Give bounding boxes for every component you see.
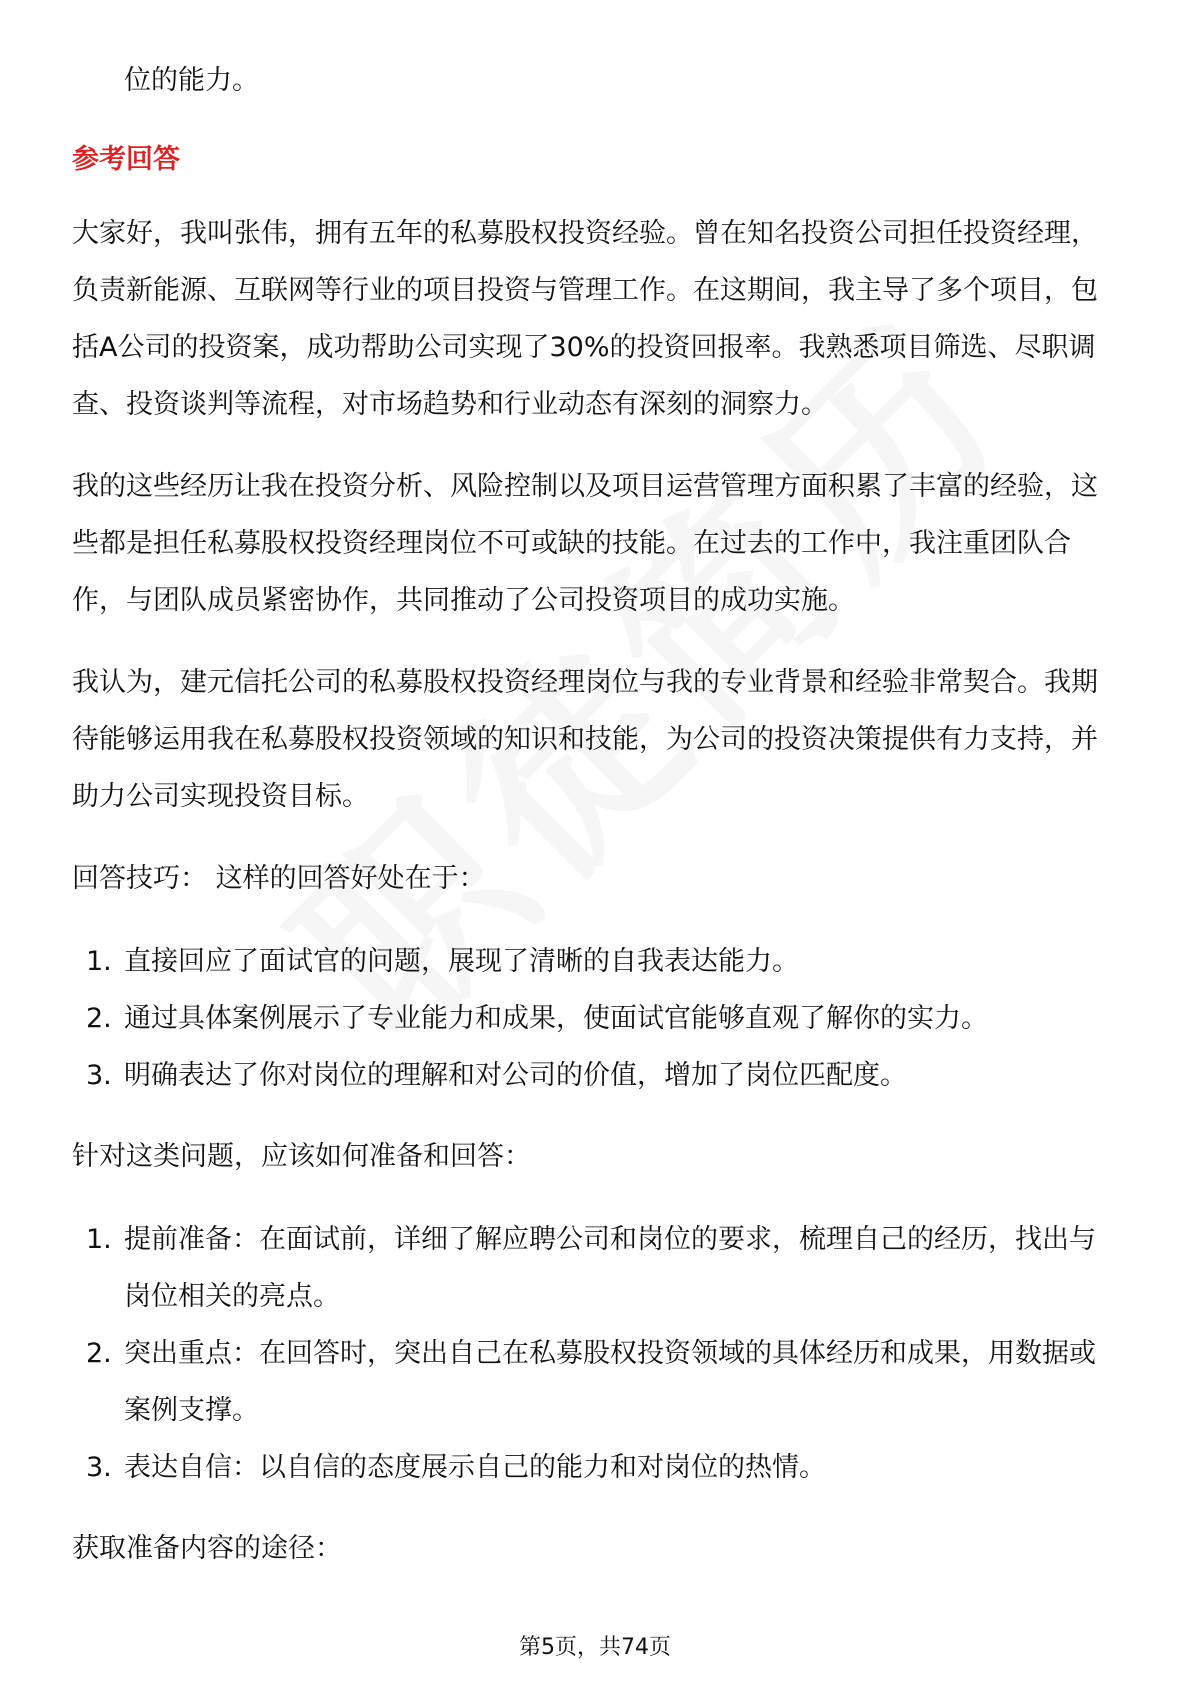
list-number: 3.	[86, 1060, 112, 1091]
page-number-footer: 第5页，共74页	[519, 1635, 671, 1660]
list-item	[72, 1211, 1118, 1325]
answer-paragraph-1: 大家好，我叫张伟，拥有五年的私募股权投资经验。曾在知名投资公司担任投资经理，负责新能源、互联网等行业的项目投资与管理工作。在这期间，我主导了多个项目，包括A公司的投资案，成功帮助公司实现了30%的投资回报率。我熟悉项目筛选、尽职调查、投资谈判等流程，对市场趋势和行业动态有深刻的洞察力。	[72, 218, 1098, 420]
list-number: 3.	[86, 1452, 112, 1483]
answer-paragraph-3: 我认为，建元信托公司的私募股权投资经理岗位与我的专业背景和经验非常契合。我期待能够运用我在私募股权投资领域的知识和技能，为公司的投资决策提供有力支持，并助力公司实现投资目标。	[72, 667, 1098, 812]
prep-list	[72, 1211, 1118, 1496]
list-item-text: 突出重点：在回答时，突出自己在私募股权投资领域的具体经历和成果，用数据或案例支撑。	[124, 1338, 1096, 1426]
section-title: 参考回答	[72, 144, 180, 175]
list-item-text: 表达自信：以自信的态度展示自己的能力和对岗位的热情。	[124, 1452, 826, 1483]
list-item-text: 明确表达了你对岗位的理解和对公司的价值，增加了岗位匹配度。	[124, 1060, 907, 1091]
tips-list	[72, 933, 1118, 1104]
sources-heading: 获取准备内容的途径：	[72, 1533, 342, 1564]
list-item	[72, 1325, 1118, 1439]
list-number: 2.	[86, 1338, 112, 1369]
list-item-text: 通过具体案例展示了专业能力和成果，使面试官能够直观了解你的实力。	[124, 1003, 988, 1034]
list-item	[72, 933, 1118, 990]
list-item	[72, 1047, 1118, 1104]
prep-heading: 针对这类问题，应该如何准备和回答：	[72, 1141, 531, 1172]
list-item-text: 提前准备：在面试前，详细了解应聘公司和岗位的要求，梳理自己的经历，找出与岗位相关的亮点。	[124, 1224, 1096, 1312]
page-content	[72, 52, 1118, 1603]
list-item	[72, 990, 1118, 1047]
list-item-text: 直接回应了面试官的问题，展现了清晰的自我表达能力。	[124, 946, 799, 977]
list-number: 1.	[86, 946, 112, 977]
answer-paragraph-2: 我的这些经历让我在投资分析、风险控制以及项目运营管理方面积累了丰富的经验，这些都是担任私募股权投资经理岗位不可或缺的技能。在过去的工作中，我注重团队合作，与团队成员紧密协作，共同推动了公司投资项目的成功实施。	[72, 471, 1098, 616]
list-number: 1.	[86, 1224, 112, 1255]
list-item	[72, 1439, 1118, 1496]
continuation-line: 位的能力。	[124, 65, 259, 96]
tips-heading: 回答技巧： 这样的回答好处在于：	[72, 863, 486, 894]
list-number: 2.	[86, 1003, 112, 1034]
